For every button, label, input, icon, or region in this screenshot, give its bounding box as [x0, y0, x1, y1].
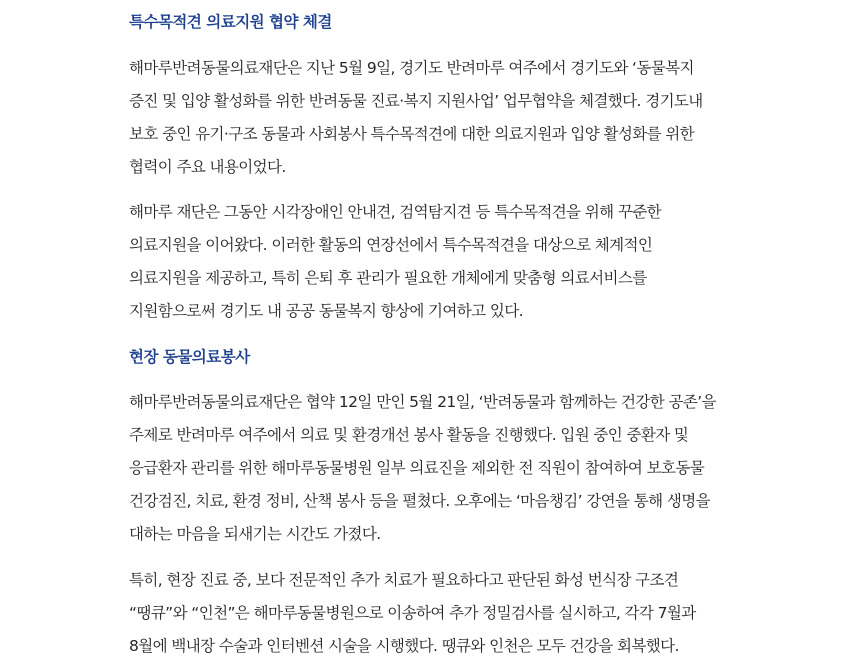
- text-line: 의료지원을 이어왔다. 이러한 활동의 연장선에서 특수목적견을 대상으로 체계적인: [129, 236, 653, 254]
- section-heading-field-volunteering: 현장 동물의료봉사: [129, 348, 250, 366]
- text-line: 보호 중인 유기·구조 동물과 사회봉사 특수목적견에 대한 의료지원과 입양 활성화를 위한: [129, 125, 695, 143]
- paragraph-agreement-intro: [129, 52, 703, 184]
- text-line: 대하는 마음을 되새기는 시간도 가졌다.: [129, 525, 381, 543]
- text-line: 해마루 재단은 그동안 시각장애인 안내견, 검역탐지견 등 특수목적견을 위해 꾸준한: [129, 203, 661, 221]
- text-line: 해마루반려동물의료재단은 지난 5월 9일, 경기도 반려마루 여주에서 경기도와 ‘동물복지: [129, 59, 694, 77]
- text-line: 8월에 백내장 수술과 인터벤션 시술을 시행했다. 땡큐와 인천은 모두 건강을 회복했다.: [129, 637, 679, 655]
- text-line: 협력이 주요 내용이었다.: [129, 158, 286, 176]
- text-line: 주제로 반려마루 여주에서 의료 및 환경개선 봉사 활동을 진행했다. 입원 중인 중환자 및: [129, 426, 689, 444]
- text-line: 응급환자 관리를 위한 해마루동물병원 일부 의료진을 제외한 전 직원이 참여하여 보호동물: [129, 459, 705, 477]
- text-line: 의료지원을 제공하고, 특히 은퇴 후 관리가 필요한 개체에게 맞춤형 의료서비스를: [129, 269, 647, 287]
- paragraph-volunteer-activity: [129, 386, 716, 551]
- paragraph-special-purpose-dogs: [129, 196, 661, 328]
- section-heading-medical-support-agreement: 특수목적견 의료지원 협약 체결: [129, 13, 332, 31]
- text-line: 지원함으로써 경기도 내 공공 동물복지 향상에 기여하고 있다.: [129, 302, 523, 320]
- text-line: “땡큐”와 “인천”은 해마루동물병원으로 이송하여 추가 정밀검사를 실시하고, 각각 7월과: [129, 604, 696, 622]
- paragraph-rescue-dogs-treatment: [129, 564, 696, 663]
- text-line: 건강검진, 치료, 환경 정비, 산책 봉사 등을 펼쳤다. 오후에는 ‘마음챙김’ 강연을 통해 생명을: [129, 492, 710, 510]
- text-line: 특히, 현장 진료 중, 보다 전문적인 추가 치료가 필요하다고 판단된 화성 번식장 구조견: [129, 571, 679, 589]
- text-line: 해마루반려동물의료재단은 협약 12일 만인 5월 21일, ‘반려동물과 함께하는 건강한 공존’을: [129, 393, 716, 411]
- text-line: 증진 및 입양 활성화를 위한 반려동물 진료·복지 지원사업’ 업무협약을 체결했다. 경기도내: [129, 92, 703, 110]
